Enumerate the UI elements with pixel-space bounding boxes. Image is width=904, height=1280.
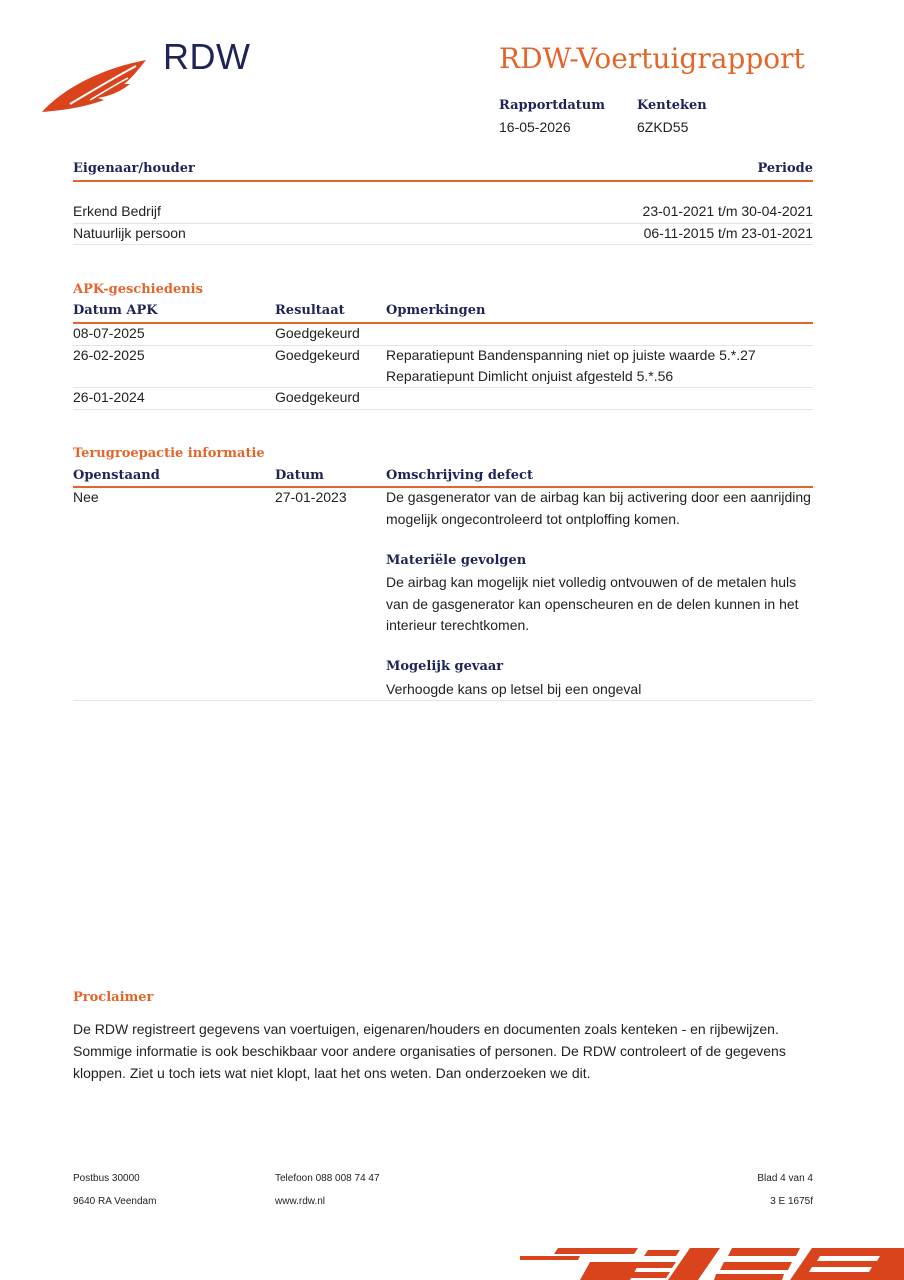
- apk-row-3-date: 26-01-2024: [73, 389, 145, 405]
- recall-danger-line-1: Verhoogde kans op letsel bij een ongeval: [386, 681, 642, 697]
- recall-consequences-line-3: interieur terechtkomen.: [386, 617, 530, 633]
- period-header: Periode: [757, 161, 813, 176]
- recall-col-open: Openstaand: [73, 468, 160, 483]
- apk-row-1-date: 08-07-2025: [73, 325, 145, 341]
- recall-section-title: Terugroepactie informatie: [73, 446, 265, 461]
- report-title: RDW-Voertuigrapport: [499, 42, 805, 75]
- recall-date-value: 27-01-2023: [275, 489, 347, 505]
- owners-rule: [73, 180, 813, 182]
- recall-consequences-line-1: De airbag kan mogelijk niet volledig ontvouwen of de metalen huls: [386, 574, 797, 590]
- apk-col-result: Resultaat: [275, 303, 345, 318]
- recall-col-defect: Omschrijving defect: [386, 468, 533, 483]
- plate-value: 6ZKD55: [637, 119, 689, 135]
- apk-col-remarks: Opmerkingen: [386, 303, 486, 318]
- recall-consequences-title: Materiële gevolgen: [386, 553, 527, 568]
- footer-document-code: 3 E 1675f: [770, 1196, 813, 1207]
- owner-row-1-period: 23-01-2021 t/m 30-04-2021: [642, 203, 813, 219]
- owner-row-divider: [73, 244, 813, 245]
- apk-row-3-result: Goedgekeurd: [275, 389, 360, 405]
- recall-col-date: Datum: [275, 468, 324, 483]
- apk-row-divider: [73, 409, 813, 410]
- owner-row-2-period: 06-11-2015 t/m 23-01-2021: [643, 225, 813, 241]
- plate-label: Kenteken: [637, 98, 707, 113]
- apk-row-2-remark-2: Reparatiepunt Dimlicht onjuist afgesteld 5.*.56: [386, 368, 674, 384]
- footer-page-number: Blad 4 van 4: [757, 1173, 813, 1184]
- recall-open-value: Nee: [73, 489, 99, 505]
- rdw-logo-icon: [40, 56, 150, 116]
- recall-defect-line-2: mogelijk ongecontroleerd tot ontploffing komen.: [386, 511, 680, 527]
- decorative-stripes-icon: [520, 1244, 904, 1280]
- recall-row-divider: [73, 700, 813, 701]
- apk-section-title: APK-geschiedenis: [73, 282, 203, 297]
- report-date-value: 16-05-2026: [499, 119, 571, 135]
- proclaimer-line-2: Sommige informatie is ook beschikbaar voor andere organisaties of personen. De RDW controleert of de gegevens: [73, 1043, 786, 1059]
- proclaimer-line-3: kloppen. Ziet u toch iets wat niet klopt, laat het ons weten. Dan onderzoeken we dit.: [73, 1065, 591, 1081]
- recall-danger-title: Mogelijk gevaar: [386, 659, 504, 674]
- apk-row-2-date: 26-02-2025: [73, 347, 145, 363]
- apk-col-date: Datum APK: [73, 303, 158, 318]
- owner-row-1-owner: Erkend Bedrijf: [73, 203, 161, 219]
- report-date-label: Rapportdatum: [499, 98, 605, 113]
- footer-city: 9640 RA Veendam: [73, 1196, 157, 1207]
- footer-phone: Telefoon 088 008 74 47: [275, 1173, 380, 1184]
- proclaimer-title: Proclaimer: [73, 990, 154, 1005]
- owner-row-2-owner: Natuurlijk persoon: [73, 225, 186, 241]
- footer-web[interactable]: www.rdw.nl: [275, 1196, 326, 1207]
- apk-row-1-result: Goedgekeurd: [275, 325, 360, 341]
- owners-header: Eigenaar/houder: [73, 161, 195, 176]
- brand-name: RDW: [163, 36, 251, 77]
- apk-rule: [73, 322, 813, 324]
- footer-postbus: Postbus 30000: [73, 1173, 140, 1184]
- recall-defect-line-1: De gasgenerator van de airbag kan bij activering door een aanrijding: [386, 489, 811, 505]
- recall-consequences-line-2: van de gasgenerator kan openscheuren en de delen kunnen in het: [386, 596, 799, 612]
- apk-row-divider: [73, 387, 813, 388]
- proclaimer-line-1: De RDW registreert gegevens van voertuigen, eigenaren/houders en documenten zoals kenteken - en rijbewijzen.: [73, 1021, 779, 1037]
- apk-row-2-remark-1: Reparatiepunt Bandenspanning niet op juiste waarde 5.*.27: [386, 347, 756, 363]
- apk-row-2-result: Goedgekeurd: [275, 347, 360, 363]
